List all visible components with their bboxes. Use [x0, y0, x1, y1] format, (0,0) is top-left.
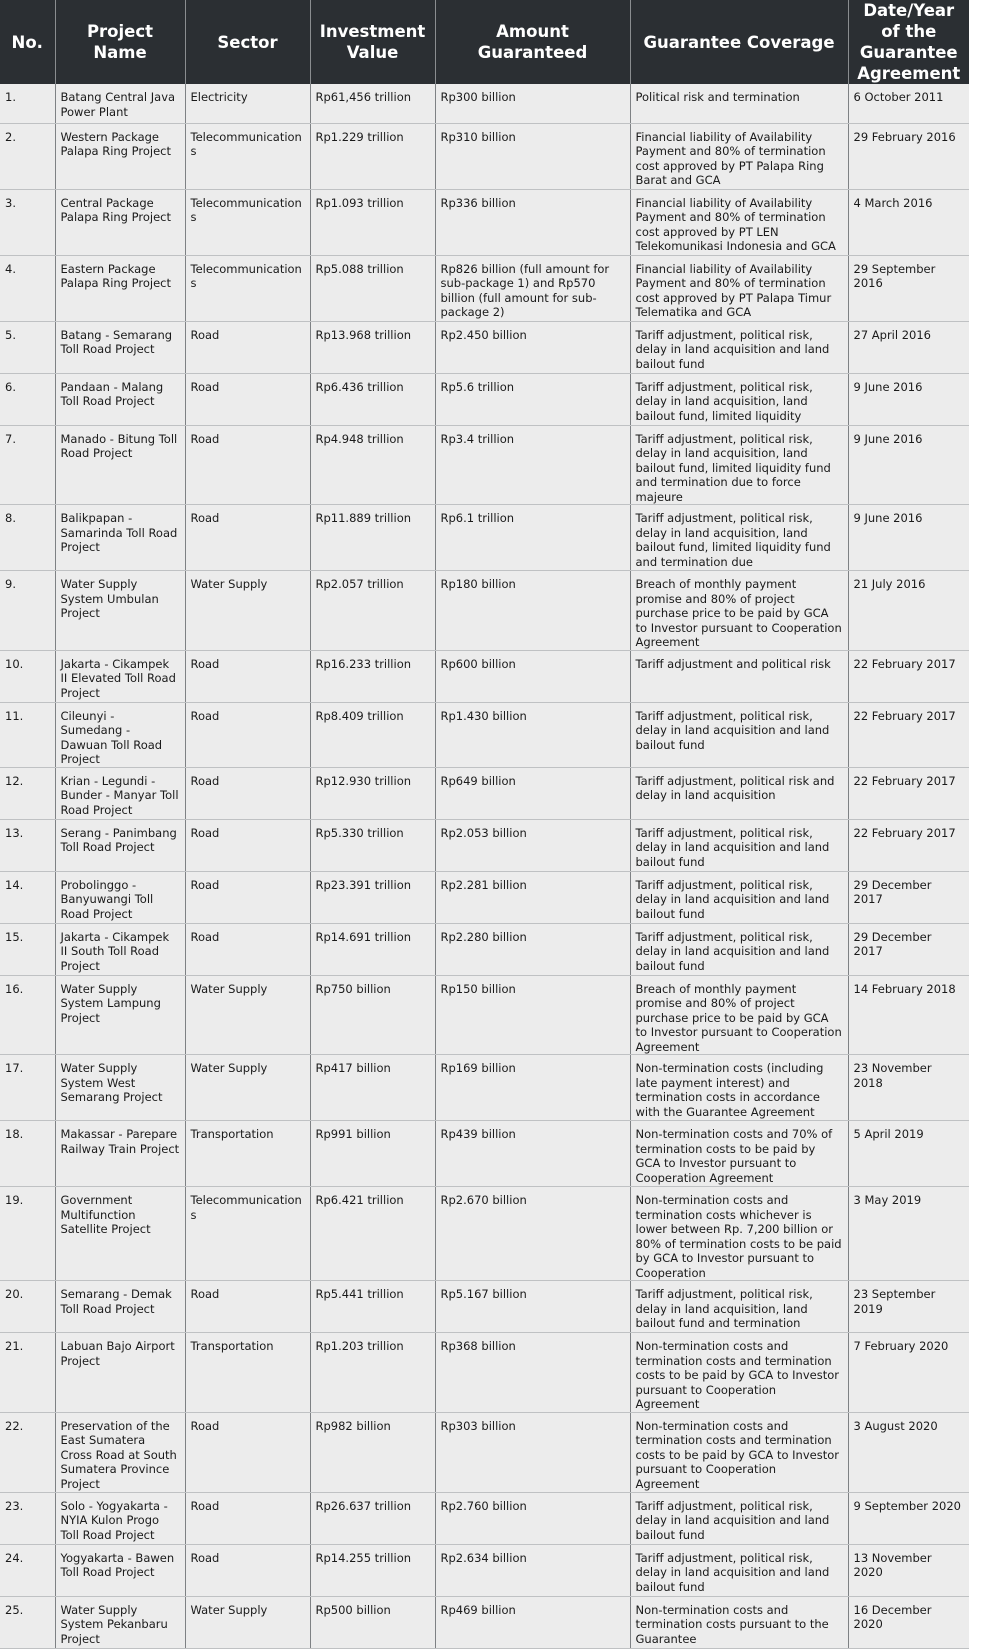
header-investment-value: Investment Value: [310, 0, 435, 84]
cell-investment-value: Rp417 billion: [310, 1055, 435, 1121]
table-row: [0, 189, 969, 255]
cell-guarantee-coverage: Tariff adjustment, political risk, delay in land acquisition, land bailout fund, limited liquidity fund and termination due: [630, 505, 848, 571]
cell-amount-guaranteed: Rp2.281 billion: [435, 871, 630, 923]
cell-sector: Water Supply: [185, 975, 310, 1055]
cell-investment-value: Rp6.421 trillion: [310, 1187, 435, 1281]
cell-no: 17.: [0, 1055, 55, 1121]
cell-guarantee-coverage: Tariff adjustment, political risk, delay in land acquisition, land bailout fund, limited liquidity fund and termination due to force majeure: [630, 425, 848, 505]
cell-project-name: Government Multifunction Satellite Project: [55, 1187, 185, 1281]
cell-project-name: Water Supply System Pekanbaru Project: [55, 1596, 185, 1648]
cell-date: 29 December 2017: [848, 871, 969, 923]
table-row: [0, 1187, 969, 1281]
table-row: [0, 871, 969, 923]
cell-sector: Road: [185, 1412, 310, 1492]
cell-amount-guaranteed: Rp336 billion: [435, 189, 630, 255]
cell-no: 19.: [0, 1187, 55, 1281]
cell-amount-guaranteed: Rp150 billion: [435, 975, 630, 1055]
cell-project-name: Balikpapan - Samarinda Toll Road Project: [55, 505, 185, 571]
cell-date: 9 September 2020: [848, 1492, 969, 1544]
cell-date: 29 September 2016: [848, 255, 969, 321]
cell-guarantee-coverage: Tariff adjustment, political risk, delay in land acquisition and land bailout fund: [630, 321, 848, 373]
cell-amount-guaranteed: Rp2.450 billion: [435, 321, 630, 373]
cell-amount-guaranteed: Rp2.670 billion: [435, 1187, 630, 1281]
cell-amount-guaranteed: Rp5.167 billion: [435, 1281, 630, 1333]
cell-sector: Road: [185, 819, 310, 871]
cell-sector: Telecommunications: [185, 1187, 310, 1281]
cell-no: 24.: [0, 1544, 55, 1596]
cell-investment-value: Rp11.889 trillion: [310, 505, 435, 571]
table-row: [0, 571, 969, 651]
cell-no: 15.: [0, 923, 55, 975]
cell-date: 23 September 2019: [848, 1281, 969, 1333]
cell-date: 27 April 2016: [848, 321, 969, 373]
cell-date: 9 June 2016: [848, 373, 969, 425]
cell-guarantee-coverage: Tariff adjustment, political risk, delay in land acquisition, land bailout fund and termination: [630, 1281, 848, 1333]
cell-no: 3.: [0, 189, 55, 255]
cell-project-name: Jakarta - Cikampek II Elevated Toll Road Project: [55, 650, 185, 702]
cell-no: 9.: [0, 571, 55, 651]
cell-no: 16.: [0, 975, 55, 1055]
cell-project-name: Water Supply System Umbulan Project: [55, 571, 185, 651]
cell-date: 3 May 2019: [848, 1187, 969, 1281]
cell-investment-value: Rp991 billion: [310, 1121, 435, 1187]
cell-project-name: Semarang - Demak Toll Road Project: [55, 1281, 185, 1333]
cell-guarantee-coverage: Tariff adjustment, political risk, delay in land acquisition and land bailout fund: [630, 702, 848, 767]
table-row: [0, 425, 969, 505]
table-row: [0, 923, 969, 975]
cell-investment-value: Rp4.948 trillion: [310, 425, 435, 505]
cell-sector: Road: [185, 425, 310, 505]
cell-no: 14.: [0, 871, 55, 923]
cell-amount-guaranteed: Rp2.280 billion: [435, 923, 630, 975]
cell-sector: Road: [185, 321, 310, 373]
cell-sector: Road: [185, 923, 310, 975]
cell-no: 10.: [0, 650, 55, 702]
cell-investment-value: Rp23.391 trillion: [310, 871, 435, 923]
cell-date: 14 February 2018: [848, 975, 969, 1055]
cell-date: 9 June 2016: [848, 505, 969, 571]
table-row: [0, 1333, 969, 1413]
table-row: [0, 321, 969, 373]
cell-investment-value: Rp14.691 trillion: [310, 923, 435, 975]
cell-sector: Road: [185, 767, 310, 819]
header-date: Date/Year of the Guarantee Agreement: [848, 0, 969, 84]
cell-date: 5 April 2019: [848, 1121, 969, 1187]
cell-investment-value: Rp5.441 trillion: [310, 1281, 435, 1333]
cell-no: 7.: [0, 425, 55, 505]
cell-date: 22 February 2017: [848, 702, 969, 767]
cell-project-name: Serang - Panimbang Toll Road Project: [55, 819, 185, 871]
cell-project-name: Preservation of the East Sumatera Cross Road at South Sumatera Province Project: [55, 1412, 185, 1492]
cell-amount-guaranteed: Rp368 billion: [435, 1333, 630, 1413]
cell-project-name: Eastern Package Palapa Ring Project: [55, 255, 185, 321]
cell-amount-guaranteed: Rp169 billion: [435, 1055, 630, 1121]
cell-guarantee-coverage: Non-termination costs and termination costs pursuant to the Guarantee: [630, 1596, 848, 1648]
cell-date: 23 November 2018: [848, 1055, 969, 1121]
table-row: [0, 767, 969, 819]
cell-sector: Road: [185, 373, 310, 425]
cell-investment-value: Rp750 billion: [310, 975, 435, 1055]
cell-sector: Water Supply: [185, 571, 310, 651]
cell-project-name: Solo - Yogyakarta - NYIA Kulon Progo Toll Road Project: [55, 1492, 185, 1544]
cell-amount-guaranteed: Rp5.6 trillion: [435, 373, 630, 425]
cell-guarantee-coverage: Tariff adjustment, political risk, delay in land acquisition and land bailout fund: [630, 1544, 848, 1596]
cell-guarantee-coverage: Non-termination costs and termination costs whichever is lower between Rp. 7,200 billion or 80% of termination costs to be paid by GCA to Investor pursuant to Cooperation: [630, 1187, 848, 1281]
cell-sector: Road: [185, 1492, 310, 1544]
cell-project-name: Pandaan - Malang Toll Road Project: [55, 373, 185, 425]
cell-date: 9 June 2016: [848, 425, 969, 505]
header-row: [0, 0, 969, 84]
cell-project-name: Water Supply System West Semarang Project: [55, 1055, 185, 1121]
cell-date: 22 February 2017: [848, 819, 969, 871]
cell-sector: Water Supply: [185, 1596, 310, 1648]
table-row: [0, 373, 969, 425]
cell-date: 4 March 2016: [848, 189, 969, 255]
table-row: [0, 702, 969, 767]
cell-project-name: Western Package Palapa Ring Project: [55, 123, 185, 189]
cell-investment-value: Rp5.330 trillion: [310, 819, 435, 871]
cell-amount-guaranteed: Rp6.1 trillion: [435, 505, 630, 571]
cell-no: 4.: [0, 255, 55, 321]
cell-no: 12.: [0, 767, 55, 819]
cell-amount-guaranteed: Rp2.760 billion: [435, 1492, 630, 1544]
cell-investment-value: Rp8.409 trillion: [310, 702, 435, 767]
cell-project-name: Water Supply System Lampung Project: [55, 975, 185, 1055]
cell-no: 5.: [0, 321, 55, 373]
cell-date: 6 October 2011: [848, 84, 969, 123]
cell-guarantee-coverage: Tariff adjustment, political risk and delay in land acquisition: [630, 767, 848, 819]
table-row: [0, 1055, 969, 1121]
table-row: [0, 84, 969, 123]
cell-amount-guaranteed: Rp439 billion: [435, 1121, 630, 1187]
cell-amount-guaranteed: Rp180 billion: [435, 571, 630, 651]
cell-sector: Road: [185, 702, 310, 767]
cell-project-name: Labuan Bajo Airport Project: [55, 1333, 185, 1413]
cell-guarantee-coverage: Financial liability of Availability Payment and 80% of termination cost approved by PT Palapa Ring Barat and GCA: [630, 123, 848, 189]
cell-no: 6.: [0, 373, 55, 425]
cell-no: 2.: [0, 123, 55, 189]
cell-amount-guaranteed: Rp300 billion: [435, 84, 630, 123]
cell-project-name: Jakarta - Cikampek II South Toll Road Project: [55, 923, 185, 975]
cell-project-name: Probolinggo - Banyuwangi Toll Road Project: [55, 871, 185, 923]
cell-no: 25.: [0, 1596, 55, 1648]
cell-investment-value: Rp500 billion: [310, 1596, 435, 1648]
cell-amount-guaranteed: Rp303 billion: [435, 1412, 630, 1492]
cell-guarantee-coverage: Tariff adjustment, political risk, delay in land acquisition and land bailout fund: [630, 819, 848, 871]
cell-investment-value: Rp26.637 trillion: [310, 1492, 435, 1544]
cell-guarantee-coverage: Tariff adjustment and political risk: [630, 650, 848, 702]
cell-investment-value: Rp5.088 trillion: [310, 255, 435, 321]
cell-investment-value: Rp2.057 trillion: [310, 571, 435, 651]
cell-investment-value: Rp14.255 trillion: [310, 1544, 435, 1596]
cell-sector: Telecommunications: [185, 189, 310, 255]
table-row: [0, 1121, 969, 1187]
cell-amount-guaranteed: Rp3.4 trillion: [435, 425, 630, 505]
cell-no: 20.: [0, 1281, 55, 1333]
cell-project-name: Manado - Bitung Toll Road Project: [55, 425, 185, 505]
table-row: [0, 1492, 969, 1544]
cell-investment-value: Rp1.203 trillion: [310, 1333, 435, 1413]
cell-sector: Water Supply: [185, 1055, 310, 1121]
table-row: [0, 1596, 969, 1648]
cell-no: 13.: [0, 819, 55, 871]
cell-project-name: Central Package Palapa Ring Project: [55, 189, 185, 255]
cell-no: 1.: [0, 84, 55, 123]
cell-project-name: Yogyakarta - Bawen Toll Road Project: [55, 1544, 185, 1596]
cell-investment-value: Rp61,456 trillion: [310, 84, 435, 123]
cell-sector: Road: [185, 650, 310, 702]
cell-guarantee-coverage: Tariff adjustment, political risk, delay in land acquisition and land bailout fund: [630, 923, 848, 975]
cell-project-name: Cileunyi - Sumedang - Dawuan Toll Road Project: [55, 702, 185, 767]
table-row: [0, 505, 969, 571]
cell-sector: Road: [185, 505, 310, 571]
cell-guarantee-coverage: Non-termination costs and termination costs and termination costs to be paid by GCA to Investor pursuant to Cooperation Agreement: [630, 1333, 848, 1413]
cell-guarantee-coverage: Tariff adjustment, political risk, delay in land acquisition and land bailout fund: [630, 871, 848, 923]
cell-amount-guaranteed: Rp649 billion: [435, 767, 630, 819]
table-header: [0, 0, 969, 84]
table-row: [0, 1281, 969, 1333]
header-no: No.: [0, 0, 55, 84]
header-sector: Sector: [185, 0, 310, 84]
cell-investment-value: Rp13.968 trillion: [310, 321, 435, 373]
cell-amount-guaranteed: Rp1.430 billion: [435, 702, 630, 767]
cell-guarantee-coverage: Non-termination costs (including late payment interest) and termination costs in accordance with the Guarantee Agreement: [630, 1055, 848, 1121]
table-row: [0, 1544, 969, 1596]
cell-date: 3 August 2020: [848, 1412, 969, 1492]
cell-investment-value: Rp1.093 trillion: [310, 189, 435, 255]
cell-project-name: Krian - Legundi - Bunder - Manyar Toll Road Project: [55, 767, 185, 819]
cell-guarantee-coverage: Financial liability of Availability Payment and 80% of termination cost approved by PT LEN Telekomunikasi Indonesia and GCA: [630, 189, 848, 255]
header-guarantee-coverage: Guarantee Coverage: [630, 0, 848, 84]
cell-date: 7 February 2020: [848, 1333, 969, 1413]
table-row: [0, 819, 969, 871]
cell-no: 18.: [0, 1121, 55, 1187]
cell-sector: Telecommunications: [185, 255, 310, 321]
cell-investment-value: Rp1.229 trillion: [310, 123, 435, 189]
table-row: [0, 123, 969, 189]
cell-guarantee-coverage: Tariff adjustment, political risk, delay in land acquisition, land bailout fund, limited liquidity: [630, 373, 848, 425]
cell-guarantee-coverage: Tariff adjustment, political risk, delay in land acquisition and land bailout fund: [630, 1492, 848, 1544]
cell-guarantee-coverage: Political risk and termination: [630, 84, 848, 123]
cell-sector: Electricity: [185, 84, 310, 123]
table-row: [0, 975, 969, 1055]
cell-sector: Road: [185, 871, 310, 923]
cell-guarantee-coverage: Non-termination costs and termination costs and termination costs to be paid by GCA to Investor pursuant to Cooperation Agreement: [630, 1412, 848, 1492]
cell-sector: Road: [185, 1544, 310, 1596]
cell-investment-value: Rp6.436 trillion: [310, 373, 435, 425]
cell-sector: Transportation: [185, 1333, 310, 1413]
cell-project-name: Batang Central Java Power Plant: [55, 84, 185, 123]
cell-date: 13 November 2020: [848, 1544, 969, 1596]
table-row: [0, 1412, 969, 1492]
cell-date: 22 February 2017: [848, 767, 969, 819]
cell-no: 22.: [0, 1412, 55, 1492]
cell-amount-guaranteed: Rp310 billion: [435, 123, 630, 189]
cell-no: 21.: [0, 1333, 55, 1413]
cell-amount-guaranteed: Rp826 billion (full amount for sub-package 1) and Rp570 billion (full amount for sub-package 2): [435, 255, 630, 321]
header-project-name: Project Name: [55, 0, 185, 84]
cell-no: 11.: [0, 702, 55, 767]
cell-project-name: Batang - Semarang Toll Road Project: [55, 321, 185, 373]
table-body: [0, 84, 969, 1648]
cell-date: 29 February 2016: [848, 123, 969, 189]
cell-amount-guaranteed: Rp2.053 billion: [435, 819, 630, 871]
cell-investment-value: Rp982 billion: [310, 1412, 435, 1492]
cell-amount-guaranteed: Rp2.634 billion: [435, 1544, 630, 1596]
cell-investment-value: Rp12.930 trillion: [310, 767, 435, 819]
cell-sector: Transportation: [185, 1121, 310, 1187]
cell-no: 23.: [0, 1492, 55, 1544]
cell-guarantee-coverage: Financial liability of Availability Payment and 80% of termination cost approved by PT Palapa Timur Telematika and GCA: [630, 255, 848, 321]
cell-date: 22 February 2017: [848, 650, 969, 702]
cell-guarantee-coverage: Non-termination costs and 70% of termination costs to be paid by GCA to Investor pursuant to Cooperation Agreement: [630, 1121, 848, 1187]
cell-investment-value: Rp16.233 trillion: [310, 650, 435, 702]
cell-project-name: Makassar - Parepare Railway Train Project: [55, 1121, 185, 1187]
cell-sector: Road: [185, 1281, 310, 1333]
cell-date: 21 July 2016: [848, 571, 969, 651]
cell-amount-guaranteed: Rp469 billion: [435, 1596, 630, 1648]
cell-no: 8.: [0, 505, 55, 571]
cell-date: 16 December 2020: [848, 1596, 969, 1648]
table-row: [0, 255, 969, 321]
table-row: [0, 650, 969, 702]
cell-date: 29 December 2017: [848, 923, 969, 975]
cell-guarantee-coverage: Breach of monthly payment promise and 80% of project purchase price to be paid by GCA to Investor pursuant to Cooperation Agreement: [630, 975, 848, 1055]
cell-sector: Telecommunications: [185, 123, 310, 189]
header-amount-guaranteed: Amount Guaranteed: [435, 0, 630, 84]
cell-amount-guaranteed: Rp600 billion: [435, 650, 630, 702]
cell-guarantee-coverage: Breach of monthly payment promise and 80% of project purchase price to be paid by GCA to Investor pursuant to Cooperation Agreement: [630, 571, 848, 651]
